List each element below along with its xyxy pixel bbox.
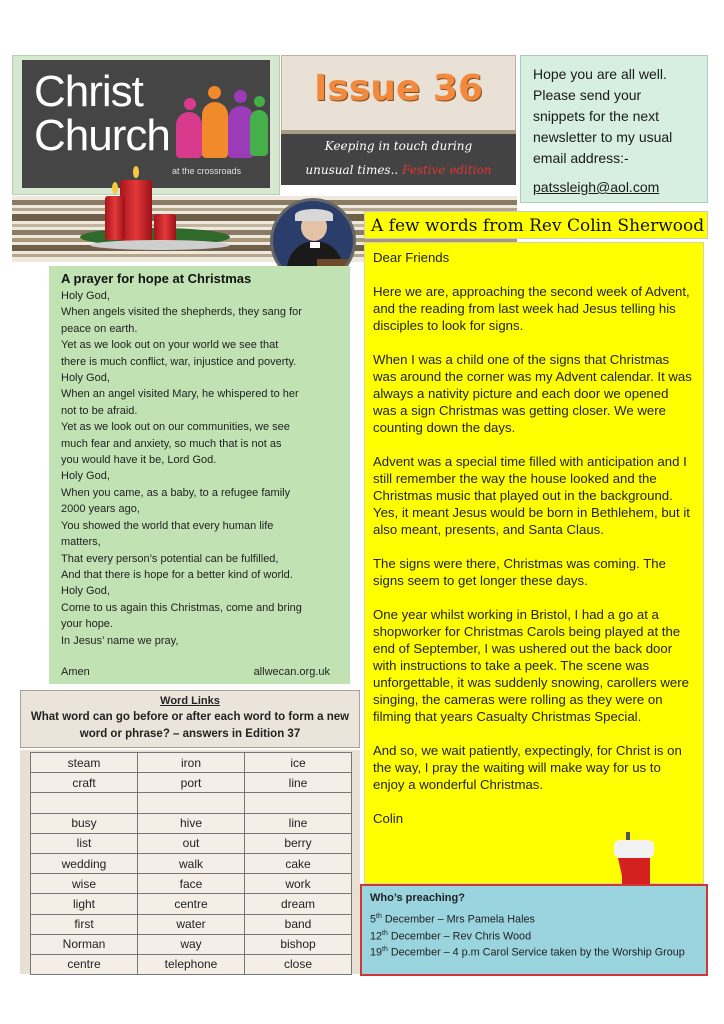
contact-message: Hope you are all well. Please send your snippets for the next newsletter to my usual email address:- [533,66,673,166]
word-links-cell [31,793,138,813]
prayer-line: In Jesus’ name we pray, [61,634,179,647]
rev-heading: A few words from Rev Colin Sherwood [371,216,705,236]
tagline-line2-text: unusual times.. [305,163,399,177]
word-links-cell: iron [138,753,245,773]
church-logo [22,60,270,188]
prayer-line: Yet as we look out on our communities, we see [61,421,290,434]
figure-head-icon [234,90,247,103]
prayer-line: Holy God, [61,470,110,483]
prayer-line: And that there is hope for a better kind of world. [61,568,293,581]
figure-body-icon [176,112,202,158]
word-links-cell: port [138,773,245,793]
prayer-line: Holy God, [61,290,110,302]
preaching-list [370,910,698,960]
word-links-cell: line [245,773,352,793]
prayer-line: Come to us again this Christmas, come and bring [61,601,302,614]
preaching-title: Who’s preaching? [370,892,465,904]
candle-icon [105,196,125,240]
prayer-line: Holy God, [61,372,110,385]
figure-body-icon [250,110,268,156]
letter-paragraph: Dear Friends [373,250,450,265]
prayer-line: That every person’s potential can be fulfilled, [61,552,279,565]
candle-icon [154,214,176,242]
prayer-line: much fear and anxiety, so much that is not as [61,437,282,450]
word-links-row [31,773,352,793]
word-links-cell: bishop [245,934,352,954]
word-links-cell: line [245,813,352,833]
tagline [286,134,511,182]
letter-paragraph: One year whilst working in Bristol, I had a go at a shopworker for Christmas Carols being played at the end of September, I was ushered out the back door with instructions to take a peek. The scene was unforgettable, it was suddenly snowing, carollers were singing, the cameras were rolling as they were on filming that years Casualty Christmas Special. [373,607,689,724]
word-links-cell: dream [245,894,352,914]
word-links-cell: centre [31,954,138,974]
word-links-header [20,690,360,748]
rev-heading-bar [364,211,708,239]
word-links-cell: cake [245,853,352,873]
preaching-item: 5th December – Mrs Pamela Hales [370,913,535,926]
word-links-title: Word Links [160,695,220,707]
word-links-cell [245,793,352,813]
tagline-line2 [286,158,511,182]
prayer-line: there is much conflict, war, injustice and poverty. [61,355,297,368]
word-links-cell: centre [138,894,245,914]
prayer-line: Yet as we look out on your world we see that [61,339,279,352]
flame-icon [112,182,118,194]
candle-plate-icon [90,240,230,250]
prayer-source: allwecan.org.uk [253,666,330,678]
logo-word-christ: Christ [34,67,143,116]
word-links-row [31,914,352,934]
word-links-cell: face [138,874,245,894]
issue-number: Issue 36 [314,68,483,109]
tagline-line1: Keeping in touch during [324,139,473,153]
word-links-cell [138,793,245,813]
word-links-row [31,793,352,813]
rev-letter [364,242,704,884]
word-links-row [31,753,352,773]
letter-paragraph: When I was a child one of the signs that Christmas was around the corner was my Advent calendar. It was always a nativity picture and each door we opened was a sign Christmas was getting closer. We were counting down the days. [373,352,692,435]
letter-paragraph: And so, we wait patiently, expectingly, for Christ is on the way, I pray the waiting will make way for us to enjoy a wonderful Christmas. [373,743,682,792]
word-links-cell: wise [31,874,138,894]
word-links-cell: water [138,914,245,934]
word-links-cell: craft [31,773,138,793]
word-links-cell: work [245,874,352,894]
word-links-cell: light [31,894,138,914]
preaching-item: 12th December – Rev Chris Wood [370,929,532,943]
logo-tagline: at the crossroads [172,166,242,176]
preaching-panel [360,884,708,976]
word-links-cell: berry [245,833,352,853]
prayer-line: You showed the world that every human life [61,519,274,532]
word-links-row [31,954,352,974]
word-links-row [31,934,352,954]
word-links-row [31,853,352,873]
word-links-cell: telephone [138,954,245,974]
word-links-row [31,874,352,894]
prayer-line: matters, [61,536,101,549]
word-links-cell: walk [138,853,245,873]
word-links-cell: close [245,954,352,974]
word-links-cell: steam [31,753,138,773]
figure-body-icon [202,102,228,158]
contact-panel [520,55,708,203]
logo-word-church: Church [34,111,170,160]
contact-email-link[interactable]: patssleigh@aol.com [533,179,660,195]
prayer-line: When angels visited the shepherds, they sang for [61,306,302,319]
prayer-line: 2000 years ago, [61,503,140,516]
figure-head-icon [254,96,265,107]
prayer-line: When an angel visited Mary, he whispered to her [61,388,299,401]
candles-image [100,170,200,260]
figure-head-icon [208,86,221,99]
word-links-cell: wedding [31,853,138,873]
prayer-title: A prayer for hope at Christmas [61,271,252,286]
word-links-cell: first [31,914,138,934]
word-links-row [31,833,352,853]
prayer-line: When you came, as a baby, to a refugee family [61,486,291,499]
letter-paragraph: The signs were there, Christmas was coming. The signs seem to get longer these days. [373,556,666,588]
word-links-row [31,813,352,833]
figure-head-icon [184,98,196,110]
prayer-line: Holy God, [61,585,110,598]
word-links-cell: way [138,934,245,954]
letter-paragraph: Advent was a special time filled with anticipation and I still remember the way the house looked and the Christmas music that played out in the background. Yes, it meant Jesus would be born in Bethlehem, but it also meant, presents, and Santa Claus. [373,454,690,537]
word-links-cell: busy [31,813,138,833]
festive-edition-label: Festive edition [402,163,492,177]
preaching-item: 19th December – 4 p.m Carol Service taken by the Worship Group [370,946,685,959]
clerical-collar-icon [310,242,320,248]
flame-icon [133,166,139,178]
word-links-row [31,894,352,914]
word-links-cell: Norman [31,934,138,954]
letter-paragraph: Here we are, approaching the second week of Advent, and the reading from last week had Jesus telling his disciples to look for signs. [373,284,690,333]
prayer-footer [61,666,330,678]
prayer-line: your hope. [61,618,113,631]
word-links-cell: list [31,833,138,853]
letter-signature: Colin [373,811,404,826]
prayer-amen: Amen [61,666,90,678]
word-links-cell: ice [245,753,352,773]
word-links-cell: hive [138,813,245,833]
word-links-question: What word can go before or after each word to form a new word or phrase? – answers in Edition 37 [30,711,350,740]
prayer-line: peace on earth. [61,322,138,335]
word-links-cell: band [245,914,352,934]
word-links-cell: out [138,833,245,853]
prayer-line: not to be afraid. [61,404,138,417]
word-links-table [30,752,352,975]
prayer-line: you would have it be, Lord God. [61,454,217,467]
hair-icon [295,209,333,221]
prayer-panel [49,266,350,684]
